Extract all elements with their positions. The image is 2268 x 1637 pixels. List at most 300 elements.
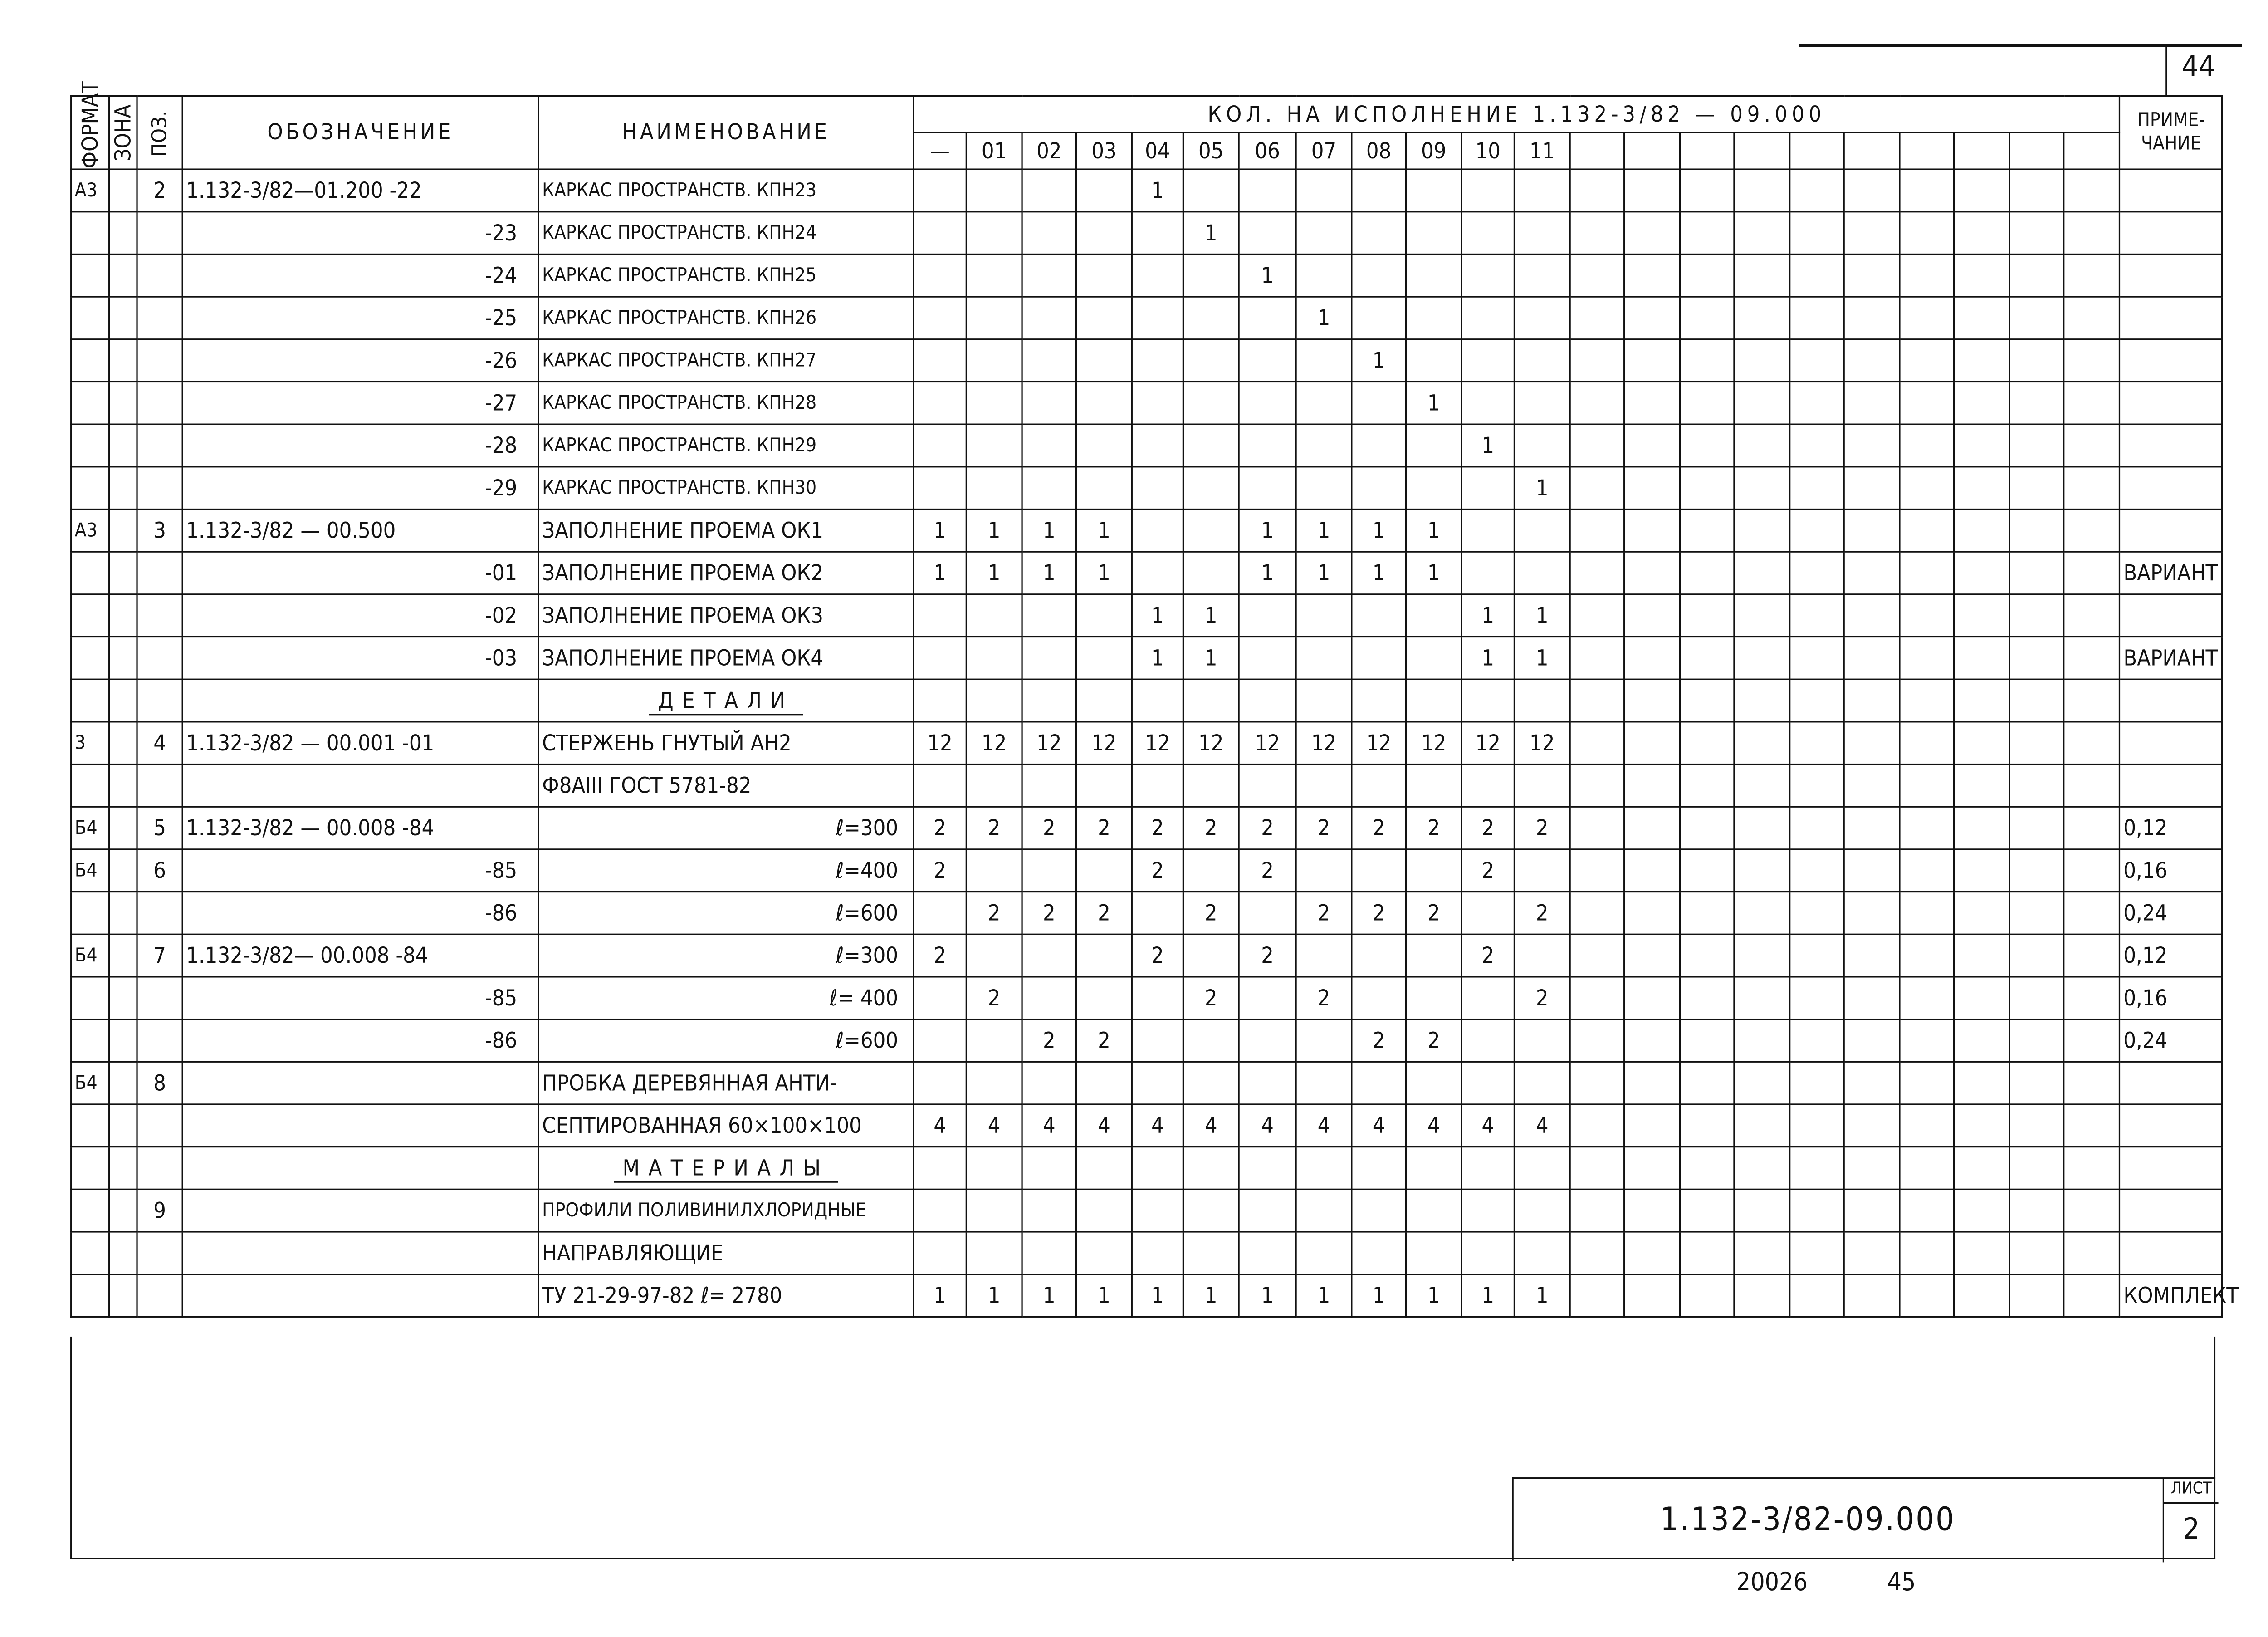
qty-cell: 1	[1352, 552, 1406, 594]
qty-cell	[1680, 1019, 1734, 1062]
qty-cell	[1570, 339, 1624, 382]
qty-cell	[1132, 765, 1183, 807]
qty-cell	[1844, 1062, 1900, 1104]
qty-cell: 2	[1352, 1019, 1406, 1062]
qty-cell	[1022, 849, 1076, 892]
qty-cell	[1954, 254, 2009, 297]
qty-cell	[1954, 1019, 2009, 1062]
qty-cell	[1954, 1232, 2009, 1274]
qty-cell	[1022, 254, 1076, 297]
qty-cell: 1	[1296, 509, 1352, 552]
qty-cell: 1	[966, 509, 1022, 552]
qty-cell	[1900, 1062, 1954, 1104]
qty-cell: 1	[914, 1274, 966, 1317]
format-cell	[71, 977, 109, 1019]
qty-cell	[1954, 212, 2009, 255]
qty-cell	[1406, 765, 1461, 807]
qty-column-header: 05	[1183, 132, 1239, 169]
qty-cell	[1790, 934, 1844, 977]
zone-cell	[109, 807, 137, 849]
qty-cell	[1790, 467, 1844, 510]
table-row	[71, 722, 2223, 765]
qty-cell	[914, 1019, 966, 1062]
note-cell	[2120, 1062, 2222, 1104]
zone-cell	[109, 509, 137, 552]
qty-cell	[1352, 594, 1406, 637]
qty-cell	[1076, 977, 1132, 1019]
qty-cell	[1514, 254, 1570, 297]
qty-cell	[1076, 212, 1132, 255]
qty-cell	[2009, 765, 2064, 807]
qty-cell: 4	[1022, 1104, 1076, 1147]
qty-cell	[1734, 1062, 1790, 1104]
qty-cell	[966, 1062, 1022, 1104]
qty-cell	[1076, 1232, 1132, 1274]
qty-cell	[1406, 934, 1461, 977]
qty-cell	[1954, 594, 2009, 637]
qty-cell	[1624, 339, 1680, 382]
designation-cell: -24	[182, 254, 538, 297]
format-cell	[71, 892, 109, 935]
qty-cell	[1624, 1104, 1680, 1147]
qty-cell	[1183, 1062, 1239, 1104]
designation-cell: -85	[182, 977, 538, 1019]
qty-cell	[1734, 339, 1790, 382]
qty-cell: 2	[1296, 977, 1352, 1019]
qty-cell	[1954, 765, 2009, 807]
qty-cell	[914, 1232, 966, 1274]
qty-cell	[1624, 1147, 1680, 1190]
qty-cell	[2064, 1232, 2120, 1274]
qty-cell	[914, 892, 966, 935]
qty-cell	[1680, 1104, 1734, 1147]
qty-cell	[1790, 339, 1844, 382]
qty-cell	[1844, 1232, 1900, 1274]
qty-cell	[1352, 254, 1406, 297]
qty-cell: 2	[1296, 892, 1352, 935]
note-cell	[2120, 467, 2222, 510]
qty-cell	[1132, 1147, 1183, 1190]
qty-column-header	[2009, 132, 2064, 169]
designation-cell: -02	[182, 594, 538, 637]
qty-cell	[1844, 977, 1900, 1019]
qty-cell	[2009, 849, 2064, 892]
qty-cell: 1	[1514, 594, 1570, 637]
qty-cell	[1239, 297, 1296, 339]
qty-cell	[2064, 467, 2120, 510]
qty-cell	[1954, 552, 2009, 594]
qty-cell	[1900, 594, 1954, 637]
qty-cell: 1	[1183, 637, 1239, 680]
qty-cell	[1734, 934, 1790, 977]
qty-cell	[1624, 297, 1680, 339]
qty-cell	[1680, 807, 1734, 849]
qty-cell	[1900, 1232, 1954, 1274]
qty-cell	[1680, 849, 1734, 892]
qty-cell: 2	[1514, 807, 1570, 849]
qty-cell	[2009, 1019, 2064, 1062]
qty-cell	[1790, 807, 1844, 849]
qty-cell: 4	[1076, 1104, 1132, 1147]
zone-cell	[109, 934, 137, 977]
qty-cell: 1	[1022, 509, 1076, 552]
qty-cell	[1406, 679, 1461, 722]
qty-cell	[1076, 169, 1132, 212]
qty-cell	[914, 1147, 966, 1190]
qty-cell	[1954, 892, 2009, 935]
qty-cell	[2064, 807, 2120, 849]
qty-cell	[2064, 552, 2120, 594]
zone-cell	[109, 1104, 137, 1147]
position-cell: 2	[137, 169, 182, 212]
qty-cell	[1076, 765, 1132, 807]
qty-cell	[2009, 424, 2064, 467]
qty-cell	[1954, 467, 2009, 510]
qty-cell	[1954, 424, 2009, 467]
qty-cell	[1790, 722, 1844, 765]
qty-cell	[1570, 169, 1624, 212]
qty-cell: 12	[1183, 722, 1239, 765]
qty-cell: 2	[966, 892, 1022, 935]
qty-cell	[966, 169, 1022, 212]
qty-cell	[1406, 1147, 1461, 1190]
qty-cell	[1734, 1232, 1790, 1274]
qty-cell	[1461, 552, 1514, 594]
table-row	[71, 1274, 2223, 1317]
qty-cell	[1734, 169, 1790, 212]
qty-cell	[1461, 467, 1514, 510]
qty-cell	[1954, 807, 2009, 849]
format-cell	[71, 1147, 109, 1190]
qty-cell	[1680, 934, 1734, 977]
qty-cell: 12	[1132, 722, 1183, 765]
table-row	[71, 1062, 2223, 1104]
qty-cell	[1461, 509, 1514, 552]
qty-cell	[1514, 1232, 1570, 1274]
qty-cell	[966, 1147, 1022, 1190]
sheet-number: 2	[2183, 1511, 2200, 1546]
qty-cell	[2064, 1147, 2120, 1190]
qty-cell	[1680, 509, 1734, 552]
zone-cell	[109, 254, 137, 297]
zone-cell	[109, 339, 137, 382]
qty-cell	[1624, 1062, 1680, 1104]
qty-cell	[1352, 1232, 1406, 1274]
qty-cell	[1900, 637, 1954, 680]
qty-cell	[1076, 849, 1132, 892]
qty-cell	[1296, 339, 1352, 382]
qty-cell	[1680, 594, 1734, 637]
qty-cell	[1022, 679, 1076, 722]
qty-cell	[966, 339, 1022, 382]
qty-cell	[1570, 807, 1624, 849]
qty-column-header: 03	[1076, 132, 1132, 169]
qty-cell: 4	[1239, 1104, 1296, 1147]
format-cell	[71, 552, 109, 594]
qty-cell	[1900, 382, 1954, 424]
qty-cell: 1	[1239, 254, 1296, 297]
qty-cell	[1076, 382, 1132, 424]
qty-cell	[1570, 637, 1624, 680]
qty-cell: 1	[914, 552, 966, 594]
qty-cell: 4	[1132, 1104, 1183, 1147]
name-cell: КАРКАС ПРОСТРАНСТВ. КПН29	[538, 424, 914, 467]
qty-cell	[1900, 934, 1954, 977]
qty-cell	[1624, 254, 1680, 297]
name-cell: ПРОФИЛИ ПОЛИВИНИЛХЛОРИДНЫЕ	[538, 1189, 914, 1232]
qty-cell	[2064, 382, 2120, 424]
zone-cell	[109, 722, 137, 765]
designation-cell	[182, 1062, 538, 1104]
qty-cell	[2064, 212, 2120, 255]
qty-cell	[1954, 382, 2009, 424]
qty-cell	[914, 339, 966, 382]
qty-cell	[1734, 1274, 1790, 1317]
qty-cell	[1900, 679, 1954, 722]
qty-cell	[1296, 594, 1352, 637]
position-cell: 3	[137, 509, 182, 552]
qty-cell	[2009, 679, 2064, 722]
qty-cell: 12	[1076, 722, 1132, 765]
designation-cell: 1.132-3/82— 00.008 -84	[182, 934, 538, 977]
qty-cell	[1239, 1189, 1296, 1232]
note-cell	[2120, 594, 2222, 637]
qty-cell: 2	[1239, 849, 1296, 892]
qty-cell	[1183, 1232, 1239, 1274]
qty-cell: 1	[1406, 1274, 1461, 1317]
qty-cell	[1352, 212, 1406, 255]
qty-cell	[1790, 849, 1844, 892]
name-cell: КАРКАС ПРОСТРАНСТВ. КПН26	[538, 297, 914, 339]
qty-cell	[1022, 934, 1076, 977]
qty-cell	[1790, 382, 1844, 424]
qty-cell: 2	[1132, 849, 1183, 892]
qty-cell	[1183, 765, 1239, 807]
qty-cell: 1	[1183, 594, 1239, 637]
qty-cell	[914, 382, 966, 424]
qty-cell: 12	[966, 722, 1022, 765]
qty-cell	[966, 849, 1022, 892]
note-cell	[2120, 509, 2222, 552]
qty-cell	[1239, 424, 1296, 467]
zone-cell	[109, 892, 137, 935]
qty-cell	[1624, 637, 1680, 680]
qty-cell	[1022, 977, 1076, 1019]
qty-cell	[1132, 297, 1183, 339]
section-title-cell	[538, 1147, 914, 1190]
note-cell: 0,12	[2120, 934, 2222, 977]
qty-cell	[2009, 594, 2064, 637]
qty-cell: 2	[1514, 892, 1570, 935]
qty-cell	[2064, 722, 2120, 765]
qty-cell	[914, 212, 966, 255]
qty-cell	[2009, 509, 2064, 552]
qty-cell	[1680, 1232, 1734, 1274]
format-cell: Б4	[71, 1062, 109, 1104]
qty-cell	[1132, 977, 1183, 1019]
qty-cell	[1406, 254, 1461, 297]
qty-cell	[1624, 1019, 1680, 1062]
name-cell: ℓ=300	[538, 934, 914, 977]
qty-cell	[1239, 1147, 1296, 1190]
position-cell: 9	[137, 1189, 182, 1232]
qty-cell	[1239, 467, 1296, 510]
qty-cell	[1183, 849, 1239, 892]
qty-cell	[1406, 339, 1461, 382]
name-cell: КАРКАС ПРОСТРАНСТВ. КПН23	[538, 169, 914, 212]
qty-cell	[2009, 977, 2064, 1019]
qty-cell	[1183, 297, 1239, 339]
qty-cell	[1570, 594, 1624, 637]
position-cell	[137, 424, 182, 467]
qty-cell: 1	[914, 509, 966, 552]
qty-cell	[1406, 169, 1461, 212]
qty-cell	[1406, 637, 1461, 680]
qty-column-header: 10	[1461, 132, 1514, 169]
qty-cell	[1352, 934, 1406, 977]
qty-cell	[1680, 169, 1734, 212]
qty-cell	[1022, 339, 1076, 382]
qty-cell: 2	[1132, 934, 1183, 977]
qty-cell	[1022, 1147, 1076, 1190]
qty-cell	[1239, 1062, 1296, 1104]
qty-cell	[2009, 637, 2064, 680]
section-title-cell	[538, 679, 914, 722]
qty-cell	[1900, 1189, 1954, 1232]
qty-cell	[1790, 892, 1844, 935]
qty-cell	[1680, 1189, 1734, 1232]
qty-cell	[914, 594, 966, 637]
note-cell	[2120, 1232, 2222, 1274]
qty-cell	[1183, 467, 1239, 510]
qty-cell: 2	[1352, 807, 1406, 849]
qty-cell	[1183, 169, 1239, 212]
note-cell	[2120, 765, 2222, 807]
name-cell: ЗАПОЛНЕНИЕ ПРОЕМА ОК4	[538, 637, 914, 680]
qty-cell	[1790, 212, 1844, 255]
qty-cell	[1734, 424, 1790, 467]
qty-cell	[1570, 1062, 1624, 1104]
qty-cell: 1	[1239, 1274, 1296, 1317]
qty-cell	[1954, 1104, 2009, 1147]
qty-column-header: 11	[1514, 132, 1570, 169]
designation-cell	[182, 1232, 538, 1274]
qty-cell	[1239, 977, 1296, 1019]
zone-cell	[109, 382, 137, 424]
qty-cell	[1022, 1062, 1076, 1104]
qty-cell: 2	[1514, 977, 1570, 1019]
table-row	[71, 467, 2223, 510]
qty-cell	[1514, 297, 1570, 339]
qty-cell	[1844, 212, 1900, 255]
qty-cell	[1183, 934, 1239, 977]
qty-cell	[1183, 1019, 1239, 1062]
name-cell: НАПРАВЛЯЮЩИЕ	[538, 1232, 914, 1274]
qty-cell	[1844, 424, 1900, 467]
table-row	[71, 849, 2223, 892]
qty-cell	[1954, 339, 2009, 382]
qty-cell	[1514, 679, 1570, 722]
qty-cell	[1680, 1274, 1734, 1317]
format-cell	[71, 637, 109, 680]
qty-cell: 2	[1461, 934, 1514, 977]
format-cell: Б4	[71, 849, 109, 892]
qty-cell	[1076, 594, 1132, 637]
qty-column-header: —	[914, 132, 966, 169]
qty-cell	[1790, 297, 1844, 339]
qty-cell	[1954, 679, 2009, 722]
qty-cell	[1132, 212, 1183, 255]
designation-cell: -23	[182, 212, 538, 255]
qty-cell	[1296, 679, 1352, 722]
position-cell	[137, 1274, 182, 1317]
position-cell	[137, 765, 182, 807]
qty-cell: 12	[1406, 722, 1461, 765]
qty-cell	[1570, 934, 1624, 977]
qty-cell: 2	[1022, 892, 1076, 935]
position-cell	[137, 254, 182, 297]
qty-cell	[1844, 594, 1900, 637]
zone-cell	[109, 169, 137, 212]
qty-cell	[1239, 594, 1296, 637]
qty-cell	[2064, 849, 2120, 892]
qty-cell	[1461, 1019, 1514, 1062]
note-cell: 0,24	[2120, 892, 2222, 935]
position-cell	[137, 1104, 182, 1147]
qty-column-header: 04	[1132, 132, 1183, 169]
designation-cell: -28	[182, 424, 538, 467]
qty-cell	[1352, 637, 1406, 680]
qty-cell	[1514, 552, 1570, 594]
col-header-format: ФОРМАТ	[71, 96, 109, 170]
section-header-row	[71, 679, 2223, 722]
format-cell	[71, 297, 109, 339]
qty-cell	[1900, 467, 1954, 510]
qty-cell	[1461, 1232, 1514, 1274]
qty-cell	[2064, 1062, 2120, 1104]
col-header-zone: ЗОНА	[109, 96, 137, 170]
qty-cell	[966, 1189, 1022, 1232]
qty-cell	[1790, 1274, 1844, 1317]
qty-cell	[1734, 892, 1790, 935]
qty-cell	[914, 1062, 966, 1104]
qty-cell: 4	[1461, 1104, 1514, 1147]
position-cell: 8	[137, 1062, 182, 1104]
qty-column-header	[1844, 132, 1900, 169]
qty-cell	[1406, 424, 1461, 467]
note-cell	[2120, 254, 2222, 297]
qty-cell	[966, 679, 1022, 722]
qty-cell: 1	[1406, 552, 1461, 594]
qty-cell	[2009, 254, 2064, 297]
format-cell: Б4	[71, 807, 109, 849]
qty-cell	[1790, 1147, 1844, 1190]
qty-cell	[1680, 467, 1734, 510]
qty-cell	[966, 934, 1022, 977]
qty-cell	[2064, 1104, 2120, 1147]
qty-cell	[1624, 892, 1680, 935]
qty-cell	[1183, 339, 1239, 382]
note-cell: 0,16	[2120, 977, 2222, 1019]
qty-cell	[1461, 892, 1514, 935]
qty-cell	[966, 594, 1022, 637]
qty-cell	[1734, 1189, 1790, 1232]
qty-cell	[1022, 765, 1076, 807]
qty-cell: 1	[1514, 1274, 1570, 1317]
qty-cell: 2	[1022, 1019, 1076, 1062]
position-cell	[137, 552, 182, 594]
qty-cell: 12	[1514, 722, 1570, 765]
